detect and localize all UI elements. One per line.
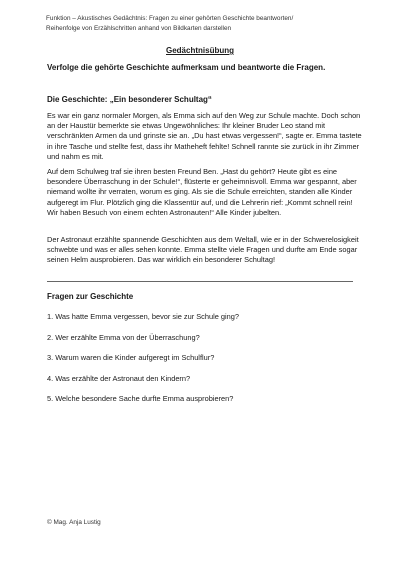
- header-line-1: Funktion – Akustisches Gedächtnis: Fragen zu einer gehörten Geschichte beantworten/: [46, 15, 294, 22]
- question-item: 3. Warum waren die Kinder aufgeregt im Schulflur?: [47, 353, 215, 362]
- story-paragraph-3: Der Astronaut erzählte spannende Geschichten aus dem Weltall, wie er in der Schwerelosigkeit schwebte und was er alles sehen konnte. Emma stellte viele Fragen und durfte am Ende sogar seinen Helm ausprobieren. Das war wirklich ein besonderer Schultag!: [47, 235, 359, 265]
- question-item: 2. Wer erzählte Emma von der Überraschung?: [47, 332, 200, 342]
- header-line-2: Reihenfolge von Erzählschritten anhand von Bildkarten darstellen: [46, 25, 232, 32]
- copyright-footer: © Mag. Anja Lustig: [47, 519, 101, 526]
- questions-title: Fragen zur Geschichte: [47, 292, 134, 301]
- question-list: [47, 312, 239, 415]
- story-paragraph-2: Auf dem Schulweg traf sie ihren besten Freund Ben. „Hast du gehört? Heute gibt es eine besondere Überraschung in der Schule!“, flüsterte er geheimnisvoll. Emma war gespannt, aber niemand wollte ihr verraten, worum es ging. Als sie die Schule erreichten, standen alle Kinder aufgeregt im Flur. Plötzlich ging die Klassentür auf, und die Lehrerin rief: „Kommt schnell rein! Wir haben Besuch von einem echten Astronauten!“ Alle Kinder jubelten.: [47, 167, 357, 217]
- question-item: 1. Was hatte Emma vergessen, bevor sie zur Schule ging?: [47, 312, 239, 321]
- page-title: Gedächtnisübung: [166, 46, 234, 55]
- story-paragraph-1: Es war ein ganz normaler Morgen, als Emma sich auf den Weg zur Schule machte. Doch schon an der Haustür bemerkte sie etwas Ungewöhnliches: Ihr kleiner Bruder Leo stand mit verschränkten Armen da und grinste sie an. „Du hast etwas vergessen!“, sagte er. Emma tastete in ihre Tasche und stellte fest, dass ihr Matheheft fehlte! Schnell rannte sie zurück in ihr Zimmer und nahm es mit.: [47, 111, 362, 161]
- story-title: Die Geschichte: „Ein besonderer Schultag“: [47, 95, 212, 104]
- question-item: 4. Was erzählte der Astronaut den Kindern?: [47, 373, 191, 383]
- instruction-text: Verfolge die gehörte Geschichte aufmerksam und beantworte die Fragen.: [47, 63, 326, 72]
- worksheet-header: [46, 14, 376, 34]
- question-item: 5. Welche besondere Sache durfte Emma ausprobieren?: [47, 394, 234, 403]
- section-divider: [47, 281, 353, 282]
